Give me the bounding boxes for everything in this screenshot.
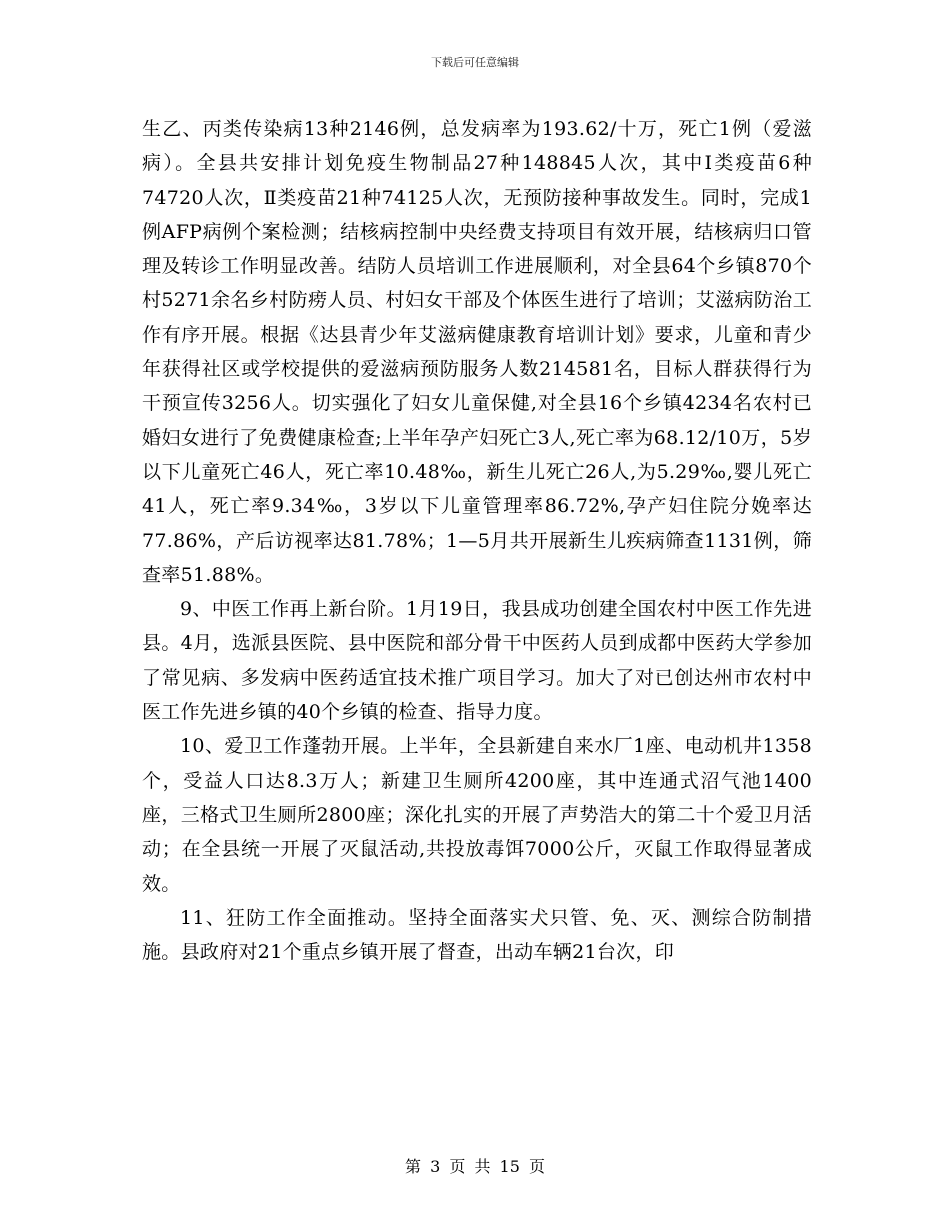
page-header: 下载后可任意编辑 <box>431 56 519 69</box>
paragraph-continuation: 生乙、丙类传染病13种2146例，总发病率为193.62/十万，死亡1例（爱滋病）。全县共安排计划免疫生物制品27种148845人次，其中Ⅰ类疫苗6种74720人次，Ⅱ类疫苗21种74125人次，无预防接种事故发生。同时，完成1例AFP病例个案检测；结核病控制中央经费支持项目有效开展，结核病归口管理及转诊工作明显改善。结防人员培训工作进展顺利，对全县64个乡镇870个村5271余名乡村防痨人员、村妇女干部及个体医生进行了培训；艾滋病防治工作有序开展。根据《达县青少年艾滋病健康教育培训计划》要求，儿童和青少年获得社区或学校提供的爱滋病预防服务人数214581名，目标人群获得行为干预宣传3256人。切实强化了妇女儿童保健,对全县16个乡镇4234名农村已婚妇女进行了免费健康检查;上半年孕产妇死亡3人,死亡率为68.12/10万，5岁以下儿童死亡46人，死亡率10.48‰，新生儿死亡26人,为5.29‰,婴儿死亡41人，死亡率9.34‰，3岁以下儿童管理率86.72%,孕产妇住院分娩率达77.86%，产后访视率达81.78%；1—5月共开展新生儿疾病筛查1131例，筛查率51.88%。 <box>142 118 812 586</box>
paragraph-tcm-work: 9、中医工作再上新台阶。1月19日，我县成功创建全国农村中医工作先进县。4月，选派县医院、县中医院和部分骨干中医药人员到成都中医药大学参加了常见病、多发病中医药适宜技术推广项目学习。加大了对已创达州市农村中医工作先进乡镇的40个乡镇的检查、指导力度。 <box>142 598 812 724</box>
document-body <box>142 112 812 969</box>
paragraph-patriotic-health: 10、爱卫工作蓬勃开展。上半年，全县新建自来水厂1座、电动机井1358个，受益人口达8.3万人；新建卫生厕所4200座，其中连通式沼气池1400座，三格式卫生厕所2800座；深化扎实的开展了声势浩大的第二十个爱卫月活动；在全县统一开展了灭鼠活动,共投放毒饵7000公斤，灭鼠工作取得显著成效。 <box>142 735 812 895</box>
paragraph-rabies-prevention: 11、狂防工作全面推动。坚持全面落实犬只管、免、灭、测综合防制措施。县政府对21个重点乡镇开展了督查，出动车辆21台次，印 <box>142 906 812 964</box>
page-footer: 第 3 页 共 15 页 <box>405 1157 545 1176</box>
